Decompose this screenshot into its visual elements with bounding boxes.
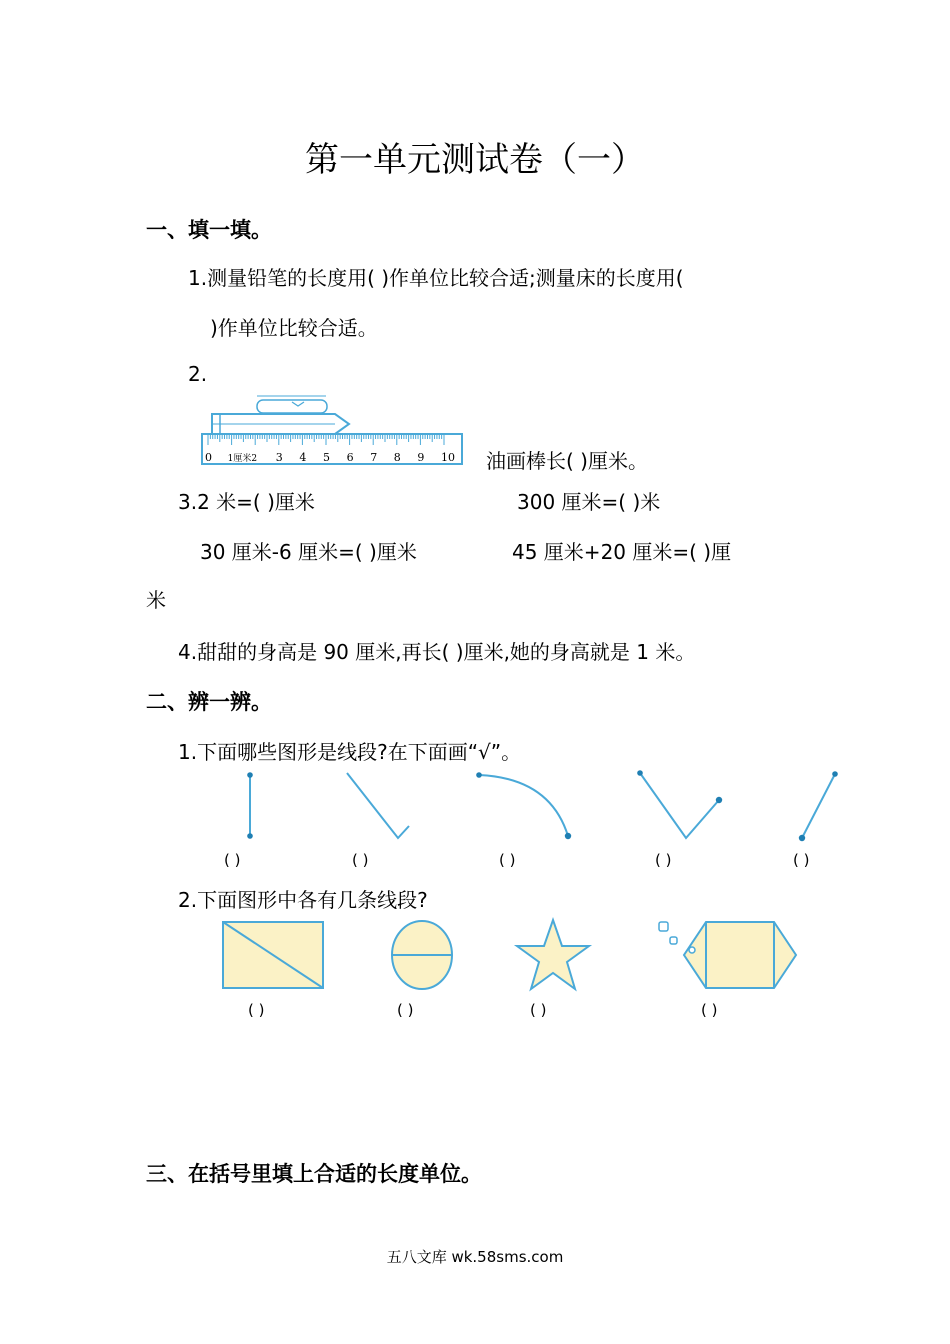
answer-blank: ( ) [655,851,672,869]
answer-blank: ( ) [248,1001,265,1019]
answer-blank: ( ) [701,1001,718,1019]
ruler-tick-label: 0 [205,451,212,464]
ruler-tick-label: 3 [275,451,283,464]
section-2-question-1: 1.下面哪些图形是线段?在下面画“√”。 [178,740,522,764]
answer-blank: ( ) [530,1001,547,1019]
section-3-heading: 三、在括号里填上合适的长度单位。 [146,1162,482,1186]
ruler-tick-label: 5 [323,451,330,464]
question-1-line-2: )作单位比较合适。 [210,316,378,340]
section-2-question-2: 2.下面图形中各有几条线段? [178,888,428,912]
fish-shape [659,922,796,988]
ruler-tick-label: 1厘米2 [227,454,258,464]
question-3-a: 3.2 米=( )厘米 [178,490,315,514]
angle-figure [637,770,722,838]
question-1-line-1: 1.测量铅笔的长度用( )作单位比较合适;测量床的长度用( [188,266,684,290]
question-3-d-continued: 米 [146,588,166,612]
rectangle-with-diagonal [223,922,323,988]
answer-blank: ( ) [499,851,516,869]
star-shape [517,920,589,989]
answer-blank: ( ) [224,851,241,869]
segment-figure-2 [799,771,838,841]
ruler-tick-label: 8 [393,451,401,464]
answer-blank: ( ) [397,1001,414,1019]
angled-line-figure [347,773,409,838]
ruler-tick-label: 4 [299,451,307,464]
question-3-d: 45 厘米+20 厘米=( )厘 [512,540,732,564]
segment-figure-1 [247,772,253,839]
footer-watermark: 五八文库 wk.58sms.com [386,1248,564,1266]
question-2-text: 油画棒长( )厘米。 [486,449,648,473]
section-2-heading: 二、辨一辨。 [146,690,272,714]
answer-blank: ( ) [352,851,369,869]
ruler-tick-label: 9 [417,451,425,464]
circle-with-line [392,921,452,989]
question-4: 4.甜甜的身高是 90 厘米,再长( )厘米,她的身高就是 1 米。 [178,640,696,664]
ruler-tick-label: 6 [346,451,354,464]
curve-figure [476,772,571,839]
question-2-number: 2. [188,362,208,386]
ruler-tick-label: 10 [441,451,455,464]
page-title: 第一单元测试卷（一） [305,140,645,180]
ruler-tick-label: 7 [370,451,378,464]
question-3-b: 300 厘米=( )米 [517,490,661,514]
answer-blank: ( ) [793,851,810,869]
section-1-heading: 一、填一填。 [146,218,272,242]
question-3-c: 30 厘米-6 厘米=( )厘米 [200,540,417,564]
